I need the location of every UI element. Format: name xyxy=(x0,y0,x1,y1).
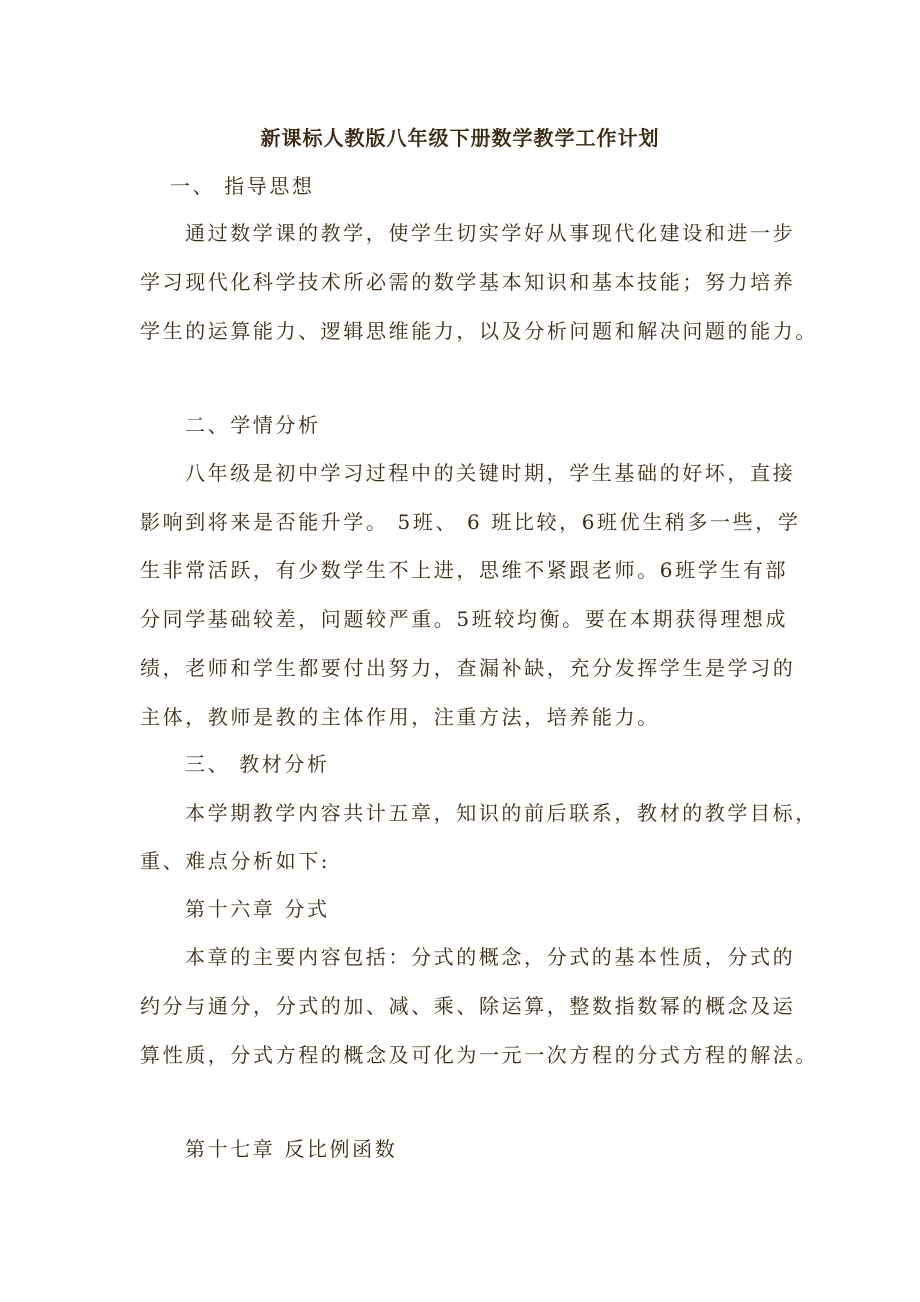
paragraph-line: 影响到将来是否能升学。 5班、 6 班比较，6班优生稍多一些，学 xyxy=(140,510,801,534)
heading-guiding-thought: 一、 指导思想 xyxy=(170,174,315,198)
paragraph-line: 约分与通分，分式的加、减、乘、除运算，整数指数幂的概念及运 xyxy=(140,994,796,1018)
document-title: 新课标人教版八年级下册数学教学工作计划 xyxy=(260,126,660,150)
heading-chapter-17: 第十七章 反比例函数 xyxy=(185,1137,398,1161)
paragraph-line: 学习现代化科学技术所必需的数学基本知识和基本技能；努力培养 xyxy=(140,270,796,294)
paragraph-line: 分同学基础较差，问题较严重。5班较均衡。要在本期获得理想成 xyxy=(140,607,789,631)
paragraph-line: 本章的主要内容包括：分式的概念，分式的基本性质，分式的 xyxy=(185,945,796,969)
heading-student-analysis: 二、学情分析 xyxy=(185,413,321,437)
paragraph-line: 重、难点分析如下: xyxy=(140,849,331,873)
heading-chapter-16: 第十六章 分式 xyxy=(185,897,330,921)
paragraph-line: 八年级是初中学习过程中的关键时期，学生基础的好坏，直接 xyxy=(185,461,796,485)
paragraph-line: 生非常活跃，有少数学生不上进，思维不紧跟老师。6班学生有部 xyxy=(140,558,789,582)
paragraph-line: 主体，教师是教的主体作用，注重方法，培养能力。 xyxy=(140,705,660,729)
paragraph-line: 算性质，分式方程的概念及可化为一元一次方程的分式方程的解法。 xyxy=(140,1043,818,1067)
paragraph-line: 本学期教学内容共计五章，知识的前后联系，教材的教学目标， xyxy=(185,801,818,825)
heading-textbook-analysis: 三、 教材分析 xyxy=(185,752,330,776)
paragraph-line: 学生的运算能力、逻辑思维能力，以及分析问题和解决问题的能力。 xyxy=(140,319,818,343)
paragraph-line: 绩，老师和学生都要付出努力，查漏补缺，充分发挥学生是学习的 xyxy=(140,656,796,680)
paragraph-line: 通过数学课的教学，使学生切实学好从事现代化建设和进一步 xyxy=(185,221,796,245)
